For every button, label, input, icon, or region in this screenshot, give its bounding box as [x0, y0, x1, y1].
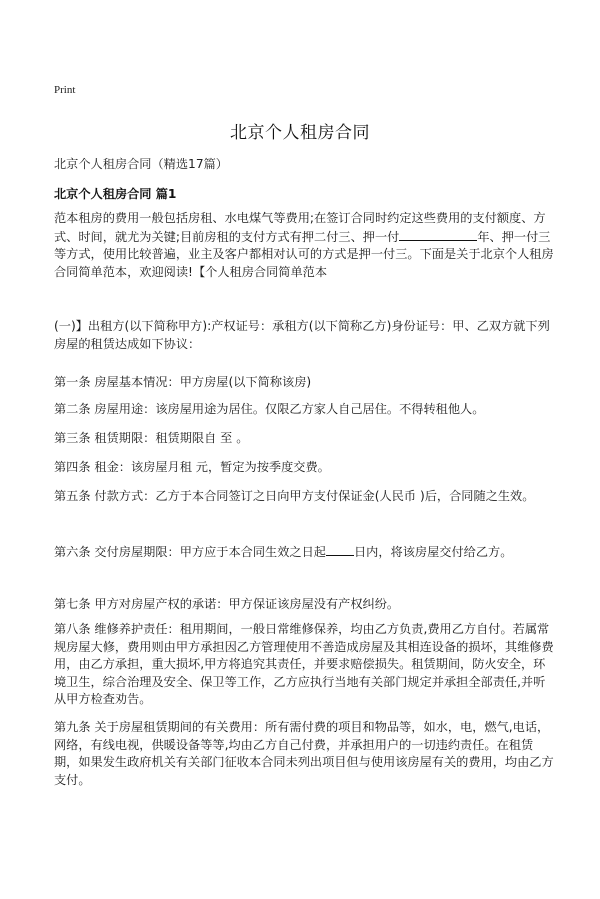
article-6-after: 日内，将该房屋交付给乙方。	[354, 545, 513, 559]
article-3: 第三条 租赁期限：租赁期限自 至 。	[54, 431, 249, 445]
article-6	[54, 543, 554, 562]
article-4: 第四条 租金：该房屋月租 元，暂定为按季度交费。	[54, 460, 330, 474]
document-title: 北京个人租房合同	[230, 123, 370, 143]
article-5: 第五条 付款方式：乙方于本合同签订之日向甲方支付保证金(人民币 )后，合同随之生效。	[54, 489, 535, 503]
document-subtitle: 北京个人租房合同（精选17篇）	[54, 157, 228, 171]
article-1: 第一条 房屋基本情况：甲方房屋(以下简称该房)	[54, 375, 312, 389]
section-heading: 北京个人租房合同 篇1	[54, 187, 177, 201]
intro-text-part1: 范本租房的费用一般包括房租、水电煤气等费用;在签订合同时约定这些费用的支付额度、方式、时间，就尤为关键;目前房租的支付方式有押二付三、押一付	[54, 211, 546, 244]
print-label: Print	[54, 84, 76, 96]
article-7: 第七条 甲方对房屋产权的承诺：甲方保证该房屋没有产权纠纷。	[54, 597, 400, 611]
article-9: 第九条 关于房屋租赁期间的有关费用：所有需付费的项目和物品等，如水，电，燃气,电话，网络，有线电视，供暖设备等等,均由乙方自己付费，并承担用户的一切违约责任。在租赁期，如果发生政府机关有关部门征收本合同未列出项目但与使用该房屋有关的费用，均由乙方支付。	[54, 720, 554, 787]
article-2: 第二条 房屋用途：该房屋用途为居住。仅限乙方家人自己居住。不得转租他人。	[54, 402, 485, 416]
intro-text-part2: 年、押一付三等方式，使用比较普遍，业主及客户都相对认可的方式是押一付三。下面是关于北京个人租房合同简单范本，欢迎阅读!【个人租房合同简单范本	[54, 229, 554, 279]
article-8: 第八条 维修养护责任：租用期间，一般日常维修保养，均由乙方负责,费用乙方自付。若属常规房屋大修，费用则由甲方承担因乙方管理使用不善造成房屋及其相连设备的损坏，其维修费用，由乙方承担，重大损坏,甲方将追究其责任，并要求赔偿损失。租赁期间，防火安全，环境卫生，综合治理及安全、保卫等工作，乙方应执行当地有关部门规定并承担全部责任,并听从甲方检查劝告。	[54, 622, 554, 707]
blank-field	[399, 228, 477, 241]
article-6-before: 第六条 交付房屋期限：甲方应于本合同生效之日起	[54, 545, 326, 559]
intro-paragraph	[54, 210, 554, 281]
parties-paragraph: (一)】出租方(以下简称甲方):产权证号：承租方(以下简称乙方)身份证号：甲、乙双方就下列房屋的租赁达成如下协议：	[54, 319, 550, 351]
blank-days-field	[326, 543, 354, 556]
